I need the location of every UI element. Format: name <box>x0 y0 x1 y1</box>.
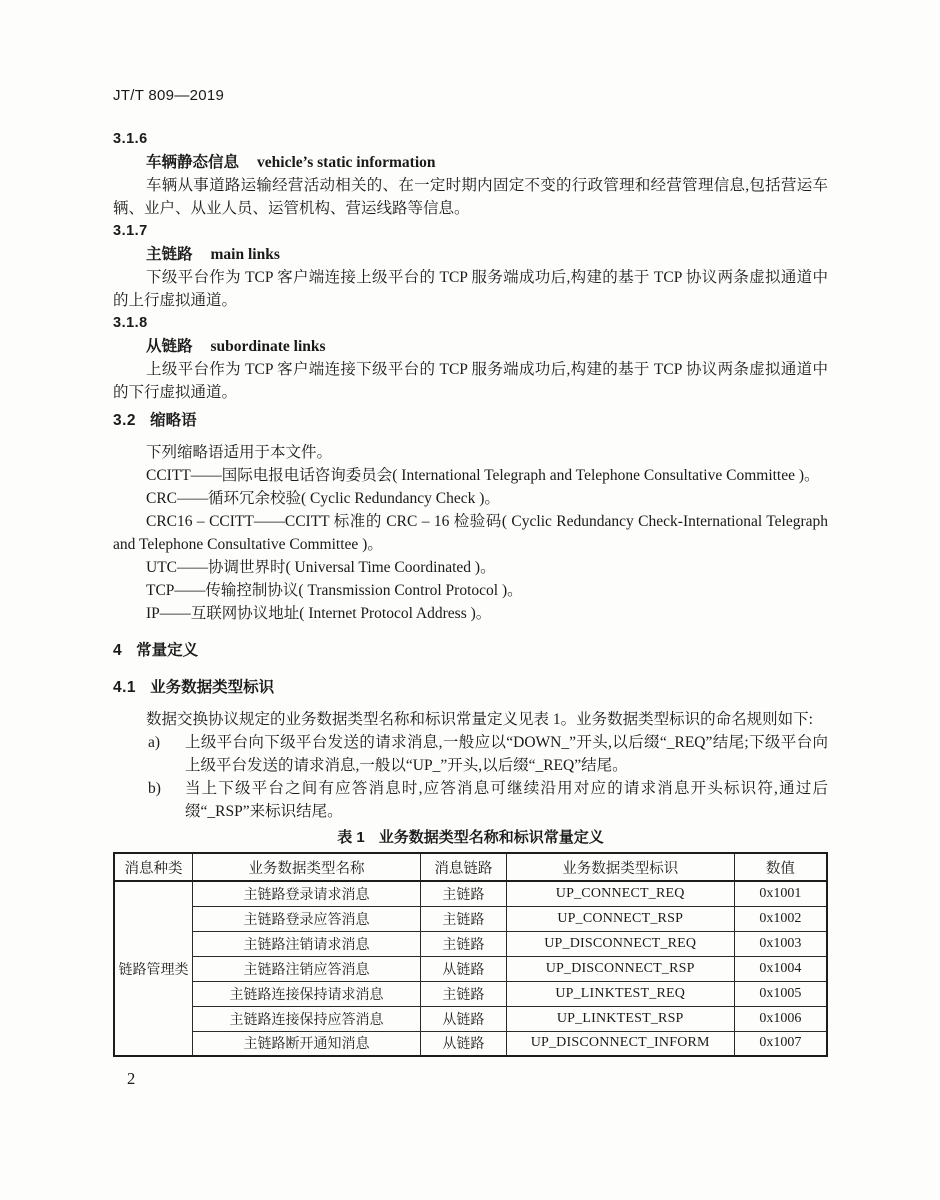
term-definition-318: 上级平台作为 TCP 客户端连接下级平台的 TCP 服务端成功后,构建的基于 TCP 协议两条虚拟通道中的下行虚拟通道。 <box>113 361 828 401</box>
cell-value: 0x1001 <box>734 881 827 906</box>
table-row <box>114 1006 827 1031</box>
cell-link: 主链路 <box>421 931 507 956</box>
table-caption-title: 业务数据类型名称和标识常量定义 <box>378 829 604 846</box>
section-number: 4 <box>113 642 123 659</box>
list-item-b <box>113 777 828 823</box>
table-caption-label: 表 1 <box>337 829 365 846</box>
constants-intro: 数据交换协议规定的业务数据类型名称和标识常量定义见表 1。业务数据类型标识的命名规则如下: <box>146 711 813 728</box>
term-en: main links <box>210 246 280 263</box>
table-row <box>114 956 827 981</box>
clause-number-317: 3.1.7 <box>113 223 148 239</box>
term-definition-316: 车辆从事道路运输经营活动相关的、在一定时期内固定不变的行政管理和经营管理信息,包括营运车辆、业户、从业人员、运管机构、营运线路等信息。 <box>113 177 828 217</box>
clause-number-316: 3.1.6 <box>113 131 148 147</box>
col-header-id: 业务数据类型标识 <box>506 853 734 881</box>
col-header-category: 消息种类 <box>114 853 192 881</box>
cell-name: 主链路连接保持应答消息 <box>192 1006 420 1031</box>
col-header-link: 消息链路 <box>421 853 507 881</box>
abbr-intro: 下列缩略语适用于本文件。 <box>146 444 333 461</box>
table-row <box>114 981 827 1006</box>
cell-link: 从链路 <box>421 1031 507 1056</box>
cell-id: UP_DISCONNECT_INFORM <box>506 1031 734 1056</box>
list-item-a <box>113 731 828 777</box>
cell-link: 从链路 <box>421 956 507 981</box>
abbr-entry-crc: CRC——循环冗余校验( Cyclic Redundancy Check )。 <box>146 490 500 507</box>
cell-value: 0x1002 <box>734 906 827 931</box>
term-cn: 主链路 <box>146 246 193 263</box>
cell-name: 主链路连接保持请求消息 <box>192 981 420 1006</box>
abbr-entry-tcp: TCP——传输控制协议( Transmission Control Protocol )。 <box>146 582 523 599</box>
cell-name: 主链路登录应答消息 <box>192 906 420 931</box>
abbr-entry-ip: IP——互联网协议地址( Internet Protocol Address )。 <box>146 605 492 622</box>
running-header: JT/T 809—2019 <box>113 87 225 104</box>
cell-value: 0x1003 <box>734 931 827 956</box>
abbr-entry-crc16: CRC16 – CCITT——CCITT 标准的 CRC – 16 检验码( Cyclic Redundancy Check-International Telegraph and Telephone Consultative Committee )。 <box>113 513 828 553</box>
term-heading-316 <box>113 151 828 174</box>
col-header-name: 业务数据类型名称 <box>192 853 420 881</box>
table-header-row <box>114 853 827 881</box>
term-cn: 车辆静态信息 <box>146 154 240 171</box>
cell-id: UP_LINKTEST_RSP <box>506 1006 734 1031</box>
data-type-table <box>113 852 828 1057</box>
cell-id: UP_CONNECT_RSP <box>506 906 734 931</box>
list-text: 当上下级平台之间有应答消息时,应答消息可继续沿用对应的请求消息开头标识符,通过后缀“_RSP”来标识结尾。 <box>185 780 828 820</box>
list-label: a) <box>148 734 161 751</box>
cell-name: 主链路断开通知消息 <box>192 1031 420 1056</box>
cell-id: UP_CONNECT_REQ <box>506 881 734 906</box>
clause-number-318: 3.1.8 <box>113 315 148 331</box>
page-number: 2 <box>127 1069 136 1088</box>
term-definition-317: 下级平台作为 TCP 客户端连接上级平台的 TCP 服务端成功后,构建的基于 TCP 协议两条虚拟通道中的上行虚拟通道。 <box>113 269 828 309</box>
list-text: 上级平台向下级平台发送的请求消息,一般应以“DOWN_”开头,以后缀“_REQ”结尾;下级平台向上级平台发送的请求消息,一般以“UP_”开头,以后缀“_REQ”结尾。 <box>185 734 828 774</box>
cell-link: 主链路 <box>421 881 507 906</box>
section-number: 3.2 <box>113 412 137 429</box>
term-en: vehicle’s static information <box>257 154 436 171</box>
category-cell: 链路管理类 <box>114 881 192 1056</box>
cell-id: UP_DISCONNECT_REQ <box>506 931 734 956</box>
abbr-section-heading <box>113 409 828 432</box>
term-en: subordinate links <box>210 338 326 355</box>
constants-section-heading <box>113 639 828 662</box>
cell-name: 主链路注销应答消息 <box>192 956 420 981</box>
abbr-entry-ccitt: CCITT——国际电报电话咨询委员会( International Telegraph and Telephone Consultative Committee )。 <box>146 467 820 484</box>
section-number: 4.1 <box>113 679 137 696</box>
term-cn: 从链路 <box>146 338 193 355</box>
section-title: 业务数据类型标识 <box>150 679 275 696</box>
section-title: 常量定义 <box>136 642 199 659</box>
list-label: b) <box>148 780 161 797</box>
table-row <box>114 881 827 906</box>
cell-link: 从链路 <box>421 1006 507 1031</box>
cell-name: 主链路登录请求消息 <box>192 881 420 906</box>
table-row <box>114 906 827 931</box>
term-heading-318 <box>113 335 828 358</box>
cell-value: 0x1006 <box>734 1006 827 1031</box>
cell-value: 0x1007 <box>734 1031 827 1056</box>
col-header-value: 数值 <box>734 853 827 881</box>
cell-id: UP_LINKTEST_REQ <box>506 981 734 1006</box>
cell-value: 0x1004 <box>734 956 827 981</box>
abbr-entry-utc: UTC——协调世界时( Universal Time Coordinated )。 <box>146 559 496 576</box>
table-row <box>114 931 827 956</box>
cell-id: UP_DISCONNECT_RSP <box>506 956 734 981</box>
cell-link: 主链路 <box>421 906 507 931</box>
section-title: 缩略语 <box>150 412 197 429</box>
cell-name: 主链路注销请求消息 <box>192 931 420 956</box>
term-heading-317 <box>113 243 828 266</box>
cell-link: 主链路 <box>421 981 507 1006</box>
cell-value: 0x1005 <box>734 981 827 1006</box>
table-row <box>114 1031 827 1056</box>
constants-subsection-heading <box>113 676 828 699</box>
table-caption <box>113 826 828 849</box>
